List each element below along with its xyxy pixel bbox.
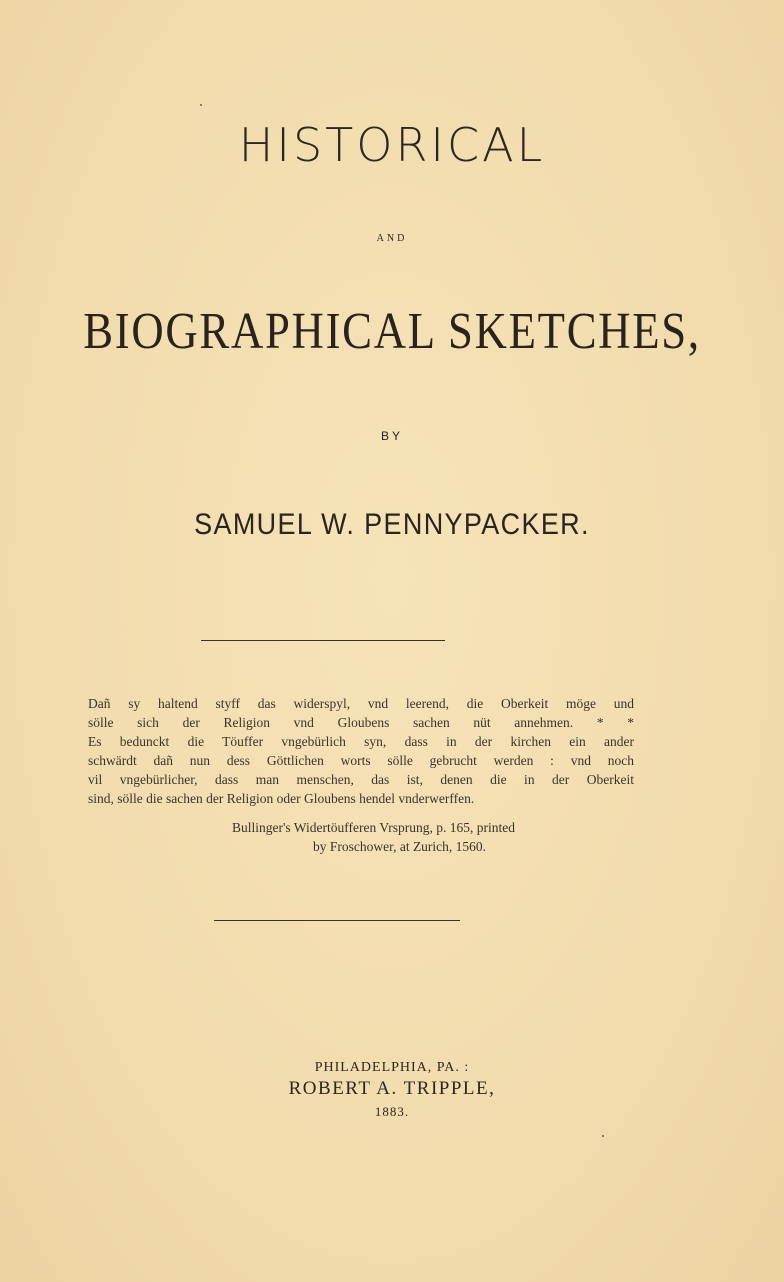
epigraph-line: sölle sich der Religion vnd Gloubens sachen nüt annehmen. * * bbox=[88, 715, 634, 730]
byline-label: BY bbox=[380, 429, 403, 443]
epigraph-line: Dañ sy haltend styff das widerspyl, vnd leerend, die Oberkeit möge und bbox=[88, 696, 634, 711]
divider-rule-bottom bbox=[214, 920, 460, 921]
title-conjunction: AND bbox=[376, 233, 408, 244]
imprint-city: PHILADELPHIA, PA. : bbox=[314, 1060, 470, 1075]
epigraph-line: schwärdt dañ nun dess Göttlichen worts sölle gebrucht werden : vnd noch bbox=[88, 753, 634, 768]
epigraph-citation: Bullinger's Widertöufferen Vrsprung, p. 165, printed bbox=[232, 820, 516, 835]
title-biographical-sketches: BIOGRAPHICAL SKETCHES, bbox=[83, 303, 701, 360]
paper-speck bbox=[200, 104, 202, 106]
epigraph-line: vil vngebürlicher, dass man menschen, das ist, denen die in der Oberkeit bbox=[88, 772, 634, 787]
epigraph-citation-continued: by Froschower, at Zurich, 1560. bbox=[313, 839, 487, 854]
title-historical: HISTORICAL bbox=[238, 118, 546, 172]
epigraph bbox=[88, 694, 634, 808]
imprint-publisher: ROBERT A. TRIPPLE, bbox=[288, 1078, 496, 1099]
epigraph-line: Es bedunckt die Töuffer vngebürlich syn, dass in der kirchen ein ander bbox=[88, 734, 634, 749]
imprint-year: 1883. bbox=[374, 1104, 410, 1119]
author-name: SAMUEL W. PENNYPACKER. bbox=[194, 508, 590, 541]
divider-rule-top bbox=[201, 640, 445, 641]
paper-speck bbox=[602, 1135, 604, 1137]
epigraph-line: sind, sölle die sachen der Religion oder Gloubens hendel vnderwerffen. bbox=[88, 791, 475, 806]
